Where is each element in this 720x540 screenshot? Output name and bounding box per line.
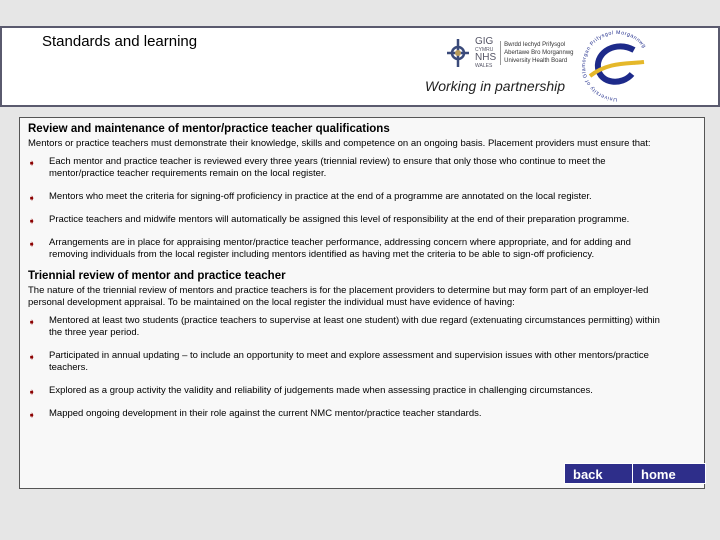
section1-intro: Mentors or practice teachers must demonstrate their knowledge, skills and competence on an ongoing basis. Placement providers must ensure that:: [28, 138, 651, 149]
bullet-icon: ➧: [28, 239, 36, 249]
list-item-text: Arrangements are in place for appraising mentor/practice teacher performance, addressing concern where appropriate, and for adding and removing individuals from the local register including mentors identified as having met the criteria to be able to sign-off proficiency.: [49, 237, 631, 260]
list-item-text: Participated in annual updating – to include an opportunity to meet and explore assessment and supervision issues with other mentors/practice teachers.: [49, 350, 649, 373]
cymru-text: CYMRU: [475, 47, 494, 53]
list-item: [28, 237, 662, 261]
list-item: [28, 385, 662, 397]
list-item-text: Mapped ongoing development in their role against the current NMC mentor/practice teacher standards.: [49, 408, 482, 419]
list-item-text: Each mentor and practice teacher is reviewed every three years (triennial review) to ensure that only those who continue to meet the mentor/practice teacher requirements remain on the local register.: [49, 156, 606, 179]
list-item-text: Explored as a group activity the validity and reliability of judgements made when assessing practice in challenging circumstances.: [49, 385, 593, 396]
bullet-icon: ➧: [28, 216, 36, 226]
list-item: [28, 156, 662, 180]
section1-heading: Review and maintenance of mentor/practice teacher qualifications: [28, 123, 390, 135]
bullet-icon: ➧: [28, 317, 36, 327]
gig-text: GIG: [475, 36, 494, 47]
page-title: Standards and learning: [42, 33, 198, 50]
nhs-logo: [445, 34, 580, 72]
list-item-text: Mentored at least two students (practice teachers to supervise at least one student) with due regard (extenuating circumstances permitting) within the three year period.: [49, 315, 660, 338]
home-button[interactable]: home: [632, 463, 706, 484]
university-name: University of Glamorgan Prifysgol Morgannwg: [580, 30, 648, 102]
bullet-icon: ➧: [28, 410, 36, 420]
university-logo: [574, 30, 660, 102]
back-button[interactable]: back: [564, 463, 634, 484]
list-item: [28, 350, 662, 374]
list-item: [28, 191, 662, 203]
board-name: Bwrdd Iechyd Prifysgol Abertawe Bro Morgannwg University Health Board: [500, 41, 580, 65]
tagline: Working in partnership: [425, 78, 566, 94]
header: [0, 26, 720, 107]
bullet-icon: ➧: [28, 158, 36, 168]
list-item-text: Mentors who meet the criteria for signing-off proficiency in practice at the end of a programme are annotated on the local register.: [49, 191, 592, 202]
content-panel: [19, 117, 705, 489]
section2-intro: The nature of the triennial review of mentors and practice teachers is for the placement providers to determine but may form part of an employer-led personal development appraisal. To be maintained on the local register the individual must have evidence of having:: [28, 285, 649, 308]
list-item: [28, 408, 662, 420]
wales-text: WALES: [475, 63, 493, 69]
celtic-cross-icon: [445, 37, 471, 69]
list-item-text: Practice teachers and midwife mentors will automatically be assigned this level of responsibility at the end of their preparation programme.: [49, 214, 630, 225]
nhs-text: NHS: [475, 52, 497, 63]
bullet-icon: ➧: [28, 352, 36, 362]
bullet-icon: ➧: [28, 387, 36, 397]
list-item: [28, 214, 662, 226]
section2-heading: Triennial review of mentor and practice teacher: [28, 270, 286, 282]
bullet-icon: ➧: [28, 193, 36, 203]
list-item: [28, 315, 662, 339]
